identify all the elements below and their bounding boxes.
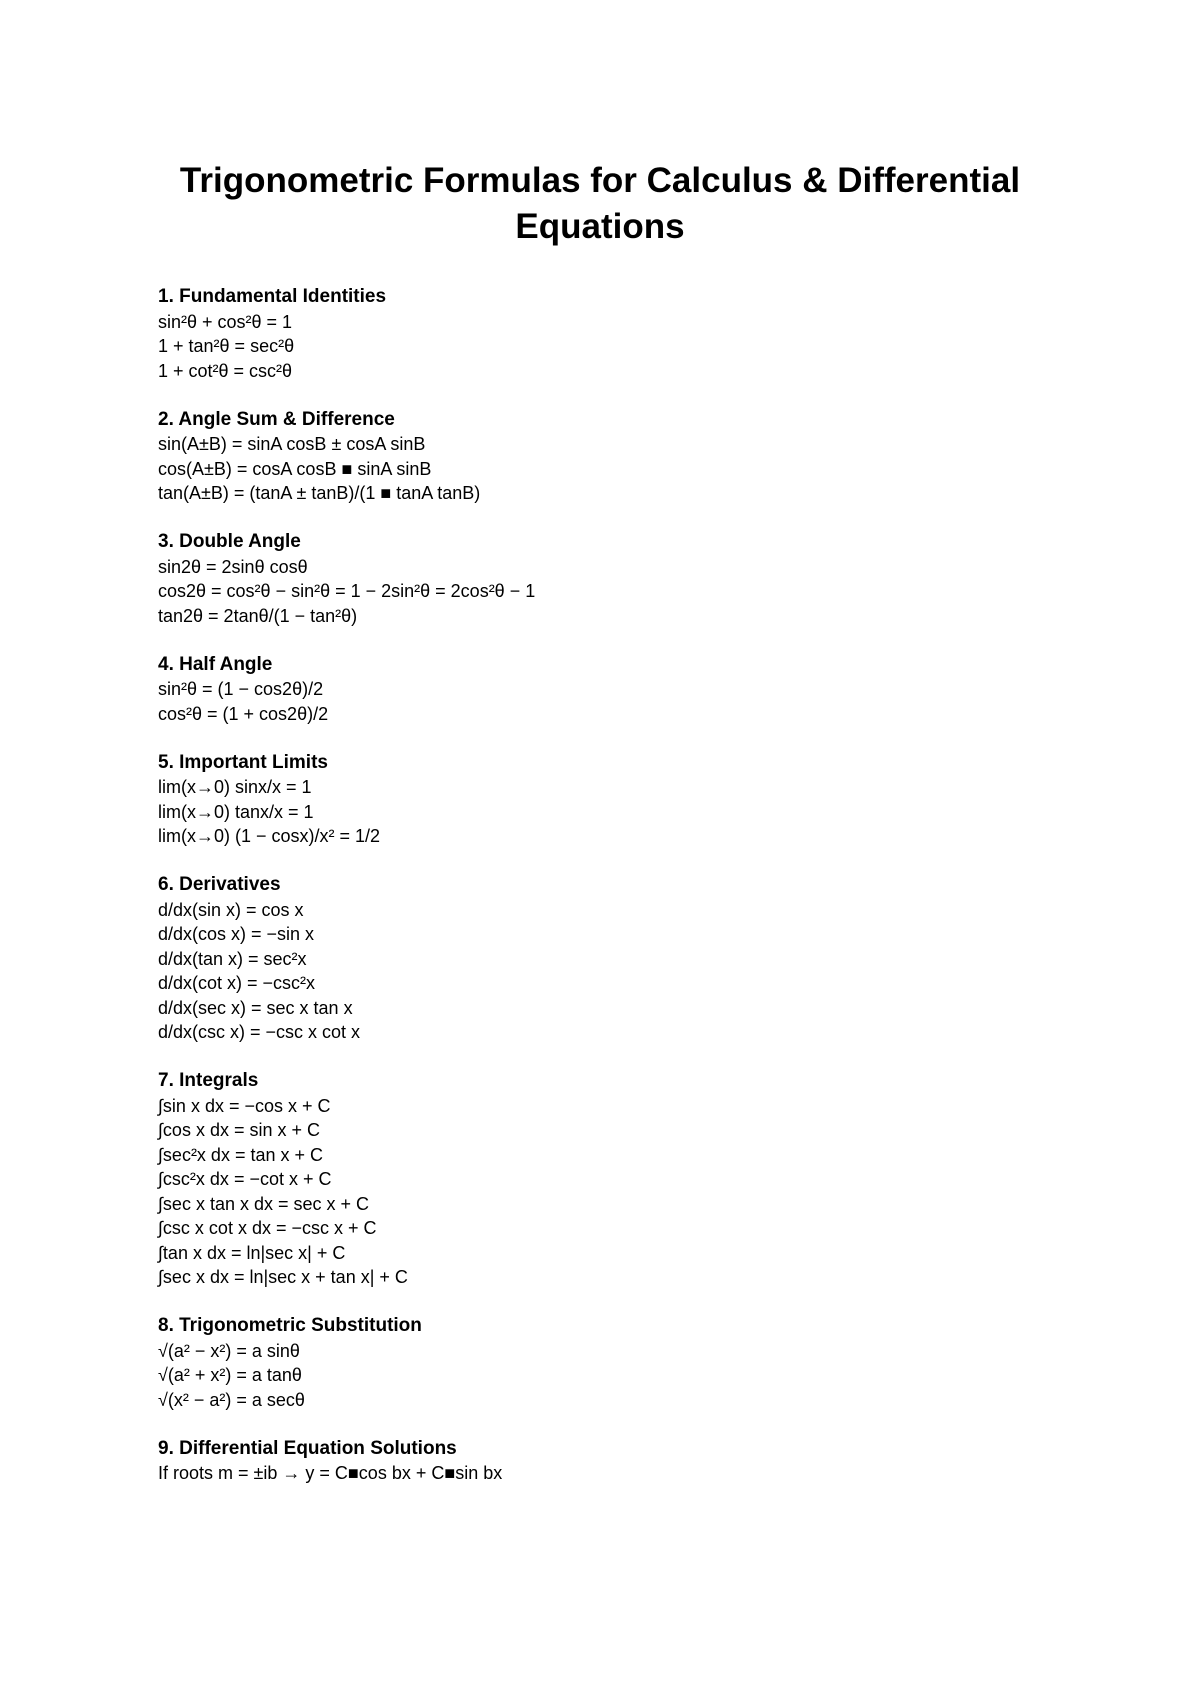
- formula-line: ∫sin x dx = −cos x + C: [158, 1095, 331, 1116]
- formula-line: If roots m = ±ib → y = C■cos bx + C■sin bx: [158, 1463, 503, 1483]
- formula-line: ∫sec²x dx = tan x + C: [158, 1144, 323, 1165]
- formula-section: [158, 285, 1058, 383]
- section-heading: 5. Important Limits: [158, 751, 328, 773]
- formula-section: [158, 408, 1058, 506]
- formula-section: [158, 653, 1058, 727]
- formula-line: ∫sec x dx = ln|sec x + tan x| + C: [158, 1267, 408, 1287]
- formula-line: d/dx(sin x) = cos x: [158, 899, 304, 920]
- formula-line: d/dx(csc x) = −csc x cot x: [158, 1022, 361, 1042]
- formula-line: d/dx(cos x) = −sin x: [158, 924, 315, 944]
- formula-line: sin(A±B) = sinA cosB ± cosA sinB: [158, 434, 426, 454]
- formula-line: sin²θ = (1 − cos2θ)/2: [158, 679, 324, 699]
- formula-line: sin2θ = 2sinθ cosθ: [158, 556, 308, 577]
- formula-section: [158, 751, 1058, 849]
- document-title-line-1: Trigonometric Formulas for Calculus & Differential: [179, 161, 1021, 200]
- formula-line: ∫csc²x dx = −cot x + C: [158, 1169, 332, 1189]
- formula-line: tan(A±B) = (tanA ± tanB)/(1 ■ tanA tanB): [158, 483, 481, 503]
- formula-line: lim(x→0) sinx/x = 1: [158, 777, 312, 797]
- formula-line: d/dx(tan x) = sec²x: [158, 948, 307, 969]
- formula-line: √(x² − a²) = a secθ: [158, 1389, 305, 1410]
- document-title: [150, 158, 1050, 250]
- formula-line: √(a² + x²) = a tanθ: [158, 1365, 302, 1385]
- formula-section: [158, 1069, 1058, 1290]
- formula-line: ∫tan x dx = ln|sec x| + C: [158, 1242, 346, 1263]
- section-heading: 7. Integrals: [158, 1070, 259, 1091]
- formula-line: ∫csc x cot x dx = −csc x + C: [158, 1218, 377, 1238]
- document-title-line-2: Equations: [515, 207, 685, 246]
- formula-line: ∫sec x tan x dx = sec x + C: [158, 1193, 370, 1214]
- formula-line: ∫cos x dx = sin x + C: [158, 1120, 320, 1140]
- formula-section: [158, 530, 1058, 628]
- section-heading: 2. Angle Sum & Difference: [158, 408, 395, 430]
- formula-line: d/dx(cot x) = −csc²x: [158, 973, 316, 993]
- formula-line: cos(A±B) = cosA cosB ■ sinA sinB: [158, 458, 432, 479]
- formula-line: sin²θ + cos²θ = 1: [158, 311, 293, 332]
- formula-sections: [158, 285, 1058, 1510]
- section-heading: 3. Double Angle: [158, 531, 301, 552]
- formula-line: cos²θ = (1 + cos2θ)/2: [158, 703, 329, 724]
- formula-section: [158, 1437, 1058, 1486]
- section-heading: 9. Differential Equation Solutions: [158, 1437, 457, 1459]
- formula-section: [158, 873, 1058, 1045]
- formula-line: 1 + cot²θ = csc²θ: [158, 360, 293, 381]
- formula-line: tan2θ = 2tanθ/(1 − tan²θ): [158, 605, 358, 626]
- formula-section: [158, 1314, 1058, 1412]
- section-heading: 6. Derivatives: [158, 874, 281, 895]
- formula-line: lim(x→0) (1 − cosx)/x² = 1/2: [158, 826, 381, 846]
- formula-line: lim(x→0) tanx/x = 1: [158, 801, 314, 822]
- formula-line: 1 + tan²θ = sec²θ: [158, 336, 295, 356]
- formula-line: d/dx(sec x) = sec x tan x: [158, 997, 353, 1018]
- formula-line: cos2θ = cos²θ − sin²θ = 1 − 2sin²θ = 2cos²θ − 1: [158, 581, 536, 601]
- section-heading: 4. Half Angle: [158, 653, 273, 675]
- section-heading: 8. Trigonometric Substitution: [158, 1315, 422, 1336]
- section-heading: 1. Fundamental Identities: [158, 286, 387, 307]
- formula-line: √(a² − x²) = a sinθ: [158, 1340, 300, 1361]
